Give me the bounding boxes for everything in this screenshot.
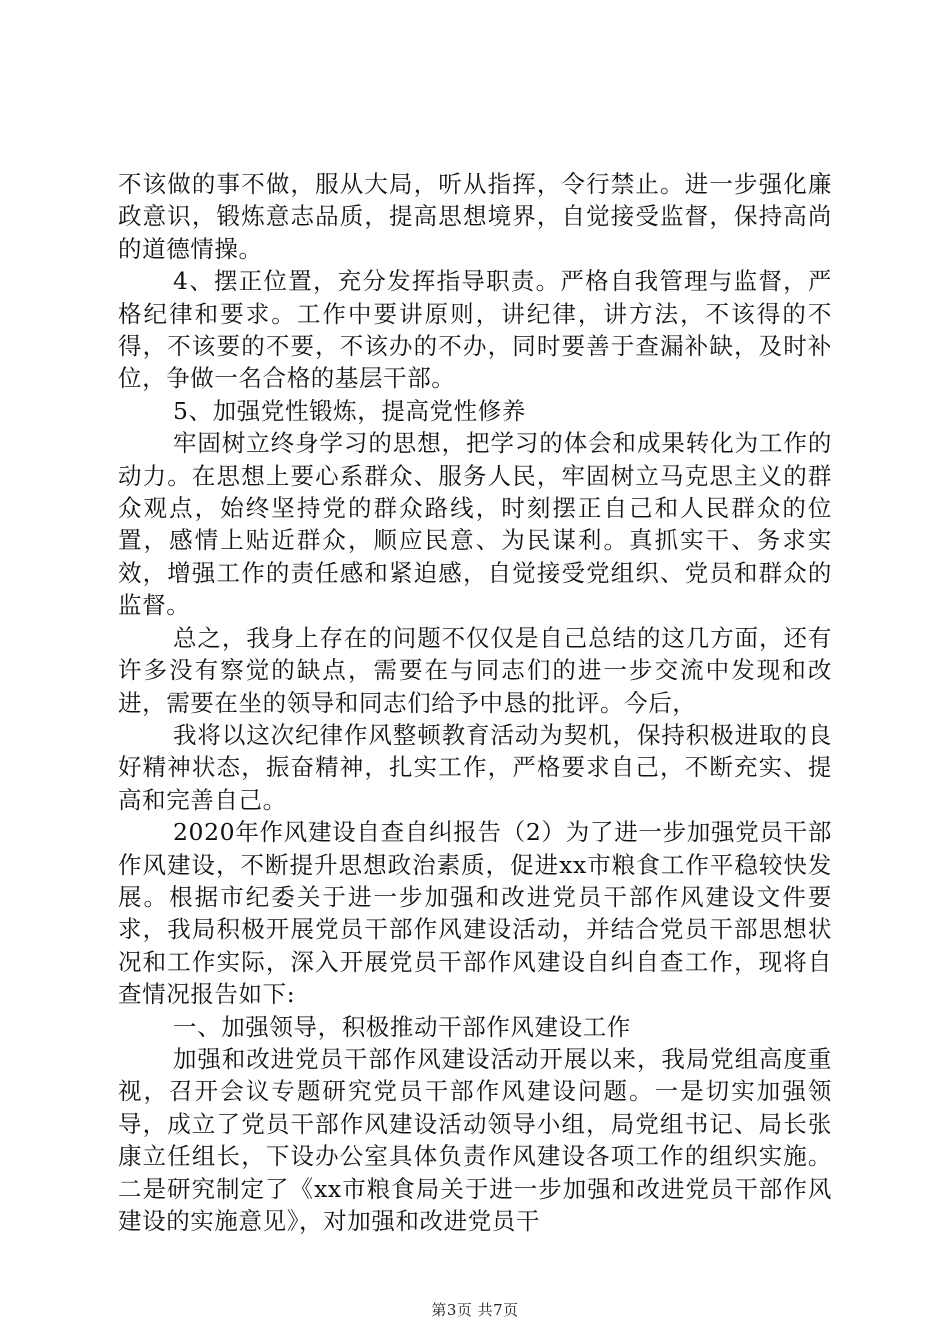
paragraph-lifelong-learning: 牢固树立终身学习的思想，把学习的体会和成果转化为工作的动力。在思想上要心系群众、服务人民，牢固树立马克思主义的群众观点，始终坚持党的群众路线，时刻摆正自己和人民群众的位置，感情上贴近群众，顺应民意、为民谋利。真抓实干、务求实效，增强工作的责任感和紧迫感，自觉接受党组织、党员和群众的监督。 bbox=[118, 429, 832, 620]
section-heading-5: 5、加强党性锻炼，提高党性修养 bbox=[173, 396, 526, 425]
paragraph-leadership: 加强和改进党员干部作风建设活动开展以来，我局党组高度重视，召开会议专题研究党员干部作风建设问题。一是切实加强领导，成立了党员干部作风建设活动领导小组，局党组书记、局长张康立任组长，下设办公室具体负责作风建设各项工作的组织实施。二是研究制定了《xx市粮食局关于进一步加强和改进党员干部作风建设的实施意见》，对加强和改进党员干 bbox=[118, 1044, 832, 1235]
section-heading-1: 一、加强领导，积极推动干部作风建设工作 bbox=[173, 1012, 631, 1041]
paragraph-summary: 总之，我身上存在的问题不仅仅是自己总结的这几方面，还有许多没有察觉的缺点，需要在与同志们的进一步交流中发现和改进，需要在坐的领导和同志们给予中恳的批评。今后， bbox=[118, 623, 832, 717]
page-number-footer: 第3页 共7页 bbox=[431, 1301, 519, 1319]
paragraph-continuation: 不该做的事不做，服从大局，听从指挥，令行禁止。进一步强化廉政意识，锻炼意志品质，提高思想境界，自觉接受监督，保持高尚的道德情操。 bbox=[118, 170, 832, 263]
document-body bbox=[118, 168, 832, 1237]
paragraph-commitment: 我将以这次纪律作风整顿教育活动为契机，保持积极进取的良好精神状态，振奋精神，扎实工作，严格要求自己，不断充实、提高和完善自己。 bbox=[118, 720, 832, 814]
paragraph-item-4: 4、摆正位置，充分发挥指导职责。严格自我管理与监督，严格纪律和要求。工作中要讲原则，讲纪律，讲方法，不该得的不得，不该要的不要，不该办的不办，同时要善于查漏补缺，及时补位，争做一名合格的基层干部。 bbox=[118, 267, 832, 393]
paragraph-report-2-intro: 2020年作风建设自查自纠报告（2）为了进一步加强党员干部作风建设，不断提升思想政治素质，促进xx市粮食工作平稳较快发展。根据市纪委关于进一步加强和改进党员干部作风建设文件要求，我局积极开展党员干部作风建设活动，并结合党员干部思想状况和工作实际，深入开展党员干部作风建设自纠自查工作，现将自查情况报告如下: bbox=[118, 818, 832, 1009]
